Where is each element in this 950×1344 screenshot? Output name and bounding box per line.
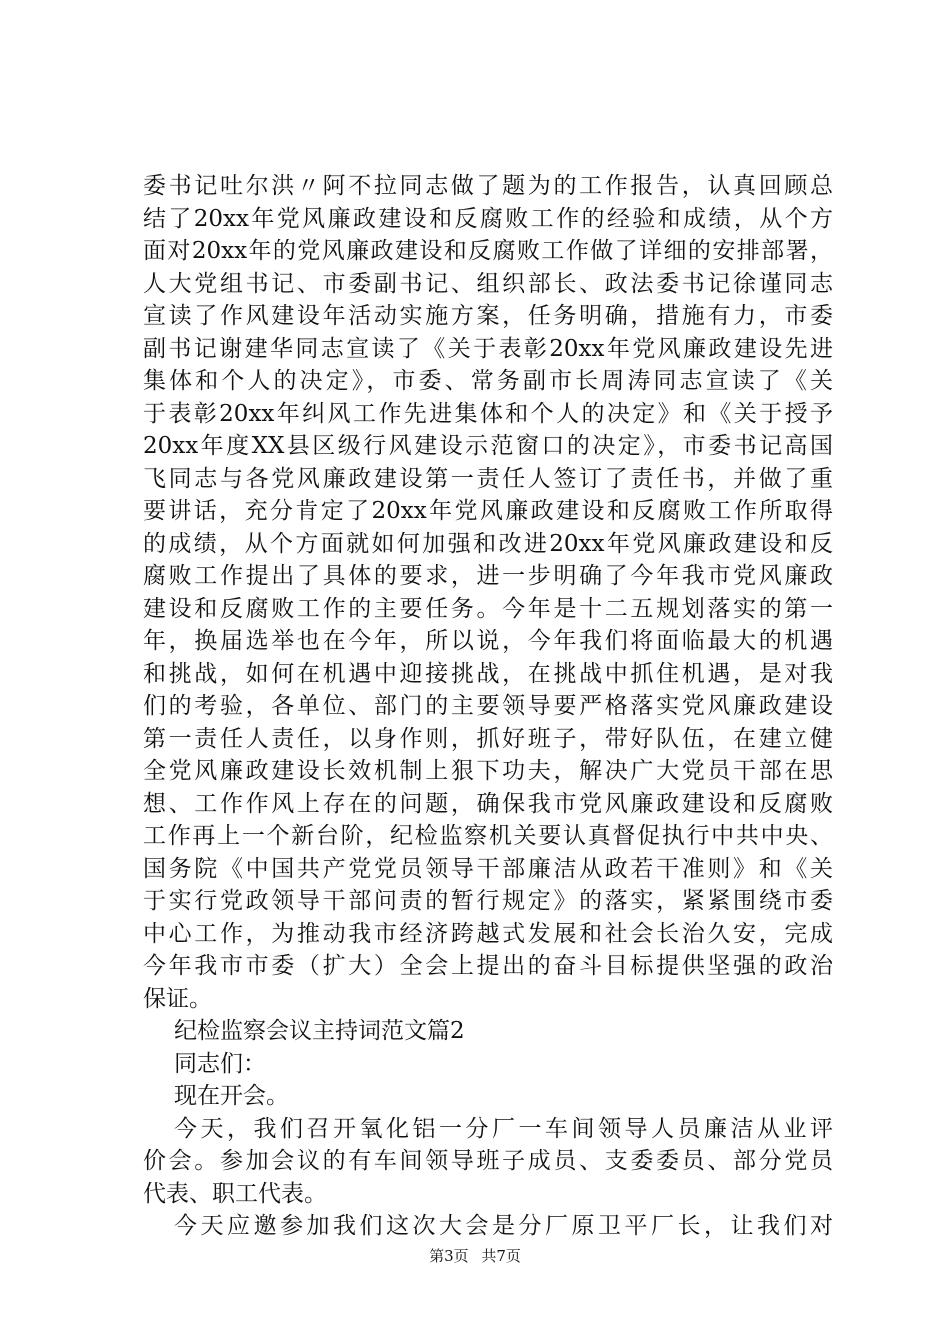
text-line: 飞同志与各党风廉政建设第一责任人签订了责任书，并做了重 <box>143 465 833 492</box>
text-line: 面对20xx年的党风廉政建设和反腐败工作做了详细的安排部署， <box>143 238 833 264</box>
text-line: 结了20xx年党风廉政建设和反腐败工作的经验和成绩，从个方 <box>143 205 833 232</box>
text-line: 要讲话，充分肯定了20xx年党风廉政建设和反腐败工作所取得 <box>143 498 833 524</box>
opening-line: 现在开会。 <box>174 1083 289 1109</box>
text-line: 建设和反腐败工作的主要任务。今年是十二五规划落实的第一 <box>143 595 833 622</box>
paragraph-1 <box>143 170 833 1015</box>
text-line: 宣读了作风建设年活动实施方案，任务明确，措施有力，市委 <box>143 303 833 329</box>
paragraph-2 <box>143 1113 833 1211</box>
text-line: 今年我市市委（扩大）全会上提出的奋斗目标提供坚强的政治 <box>143 953 833 979</box>
salutation: 同志们： <box>174 1050 266 1077</box>
text-line: 工作再上一个新台阶，纪检监察机关要认真督促执行中共中央、 <box>143 823 833 849</box>
text-line: 委书记吐尔洪〃阿不拉同志做了题为的工作报告，认真回顾总 <box>143 173 833 199</box>
text-line: 国务院《中国共产党党员领导干部廉洁从政若干准则》和《关 <box>143 855 833 882</box>
text-line: 于表彰20xx年纠风工作先进集体和个人的决定》和《关于授予 <box>143 400 833 427</box>
text-line: 年，换届选举也在今年，所以说，今年我们将面临最大的机遇 <box>143 628 833 654</box>
document-body <box>143 170 833 1243</box>
section-title: 纪检监察会议主持词范文篇2 <box>174 1018 465 1044</box>
text-line: 价会。参加会议的有车间领导班子成员、支委委员、部分党员 <box>143 1148 833 1174</box>
page-number: 第3页 <box>429 1247 469 1265</box>
text-line: 集体和个人的决定》，市委、常务副市长周涛同志宣读了《关 <box>143 368 833 394</box>
text-line: 的成绩，从个方面就如何加强和改进20xx年党风廉政建设和反 <box>143 530 833 557</box>
text-line: 想、工作作风上存在的问题，确保我市党风廉政建设和反腐败 <box>143 790 833 817</box>
text-line: 们的考验，各单位、部门的主要领导要严格落实党风廉政建设 <box>143 693 833 719</box>
text-line: 副书记谢建华同志宣读了《关于表彰20xx年党风廉政建设先进 <box>143 335 833 362</box>
text-line: 20xx年度XX县区级行风建设示范窗口的决定》，市委书记高国 <box>143 433 833 459</box>
text-line: 于实行党政领导干部问责的暂行规定》的落实，紧紧围绕市委 <box>143 888 833 914</box>
text-line: 全党风廉政建设长效机制上狠下功夫，解决广大党员干部在思 <box>143 758 833 784</box>
text-line: 第一责任人责任，以身作则，抓好班子，带好队伍，在建立健 <box>143 725 833 752</box>
text-line: 今天，我们召开氧化铝一分厂一车间领导人员廉洁从业评 <box>174 1115 833 1142</box>
text-line: 和挑战，如何在机遇中迎接挑战，在挑战中抓住机遇，是对我 <box>143 660 833 687</box>
page-footer <box>0 1246 950 1266</box>
text-line: 保证。 <box>143 985 212 1012</box>
paragraph-3 <box>143 1210 833 1243</box>
text-line: 中心工作，为推动我市经济跨越式发展和社会长治久安，完成 <box>143 920 833 947</box>
text-line: 代表、职工代表。 <box>143 1180 327 1207</box>
text-line: 人大党组书记、市委副书记、组织部长、政法委书记徐谨同志 <box>143 270 833 297</box>
text-line: 腐败工作提出了具体的要求，进一步明确了今年我市党风廉政 <box>143 563 833 589</box>
page-total: 共7页 <box>481 1247 521 1265</box>
text-line: 今天应邀参加我们这次大会是分厂原卫平厂长，让我们对 <box>174 1213 833 1239</box>
